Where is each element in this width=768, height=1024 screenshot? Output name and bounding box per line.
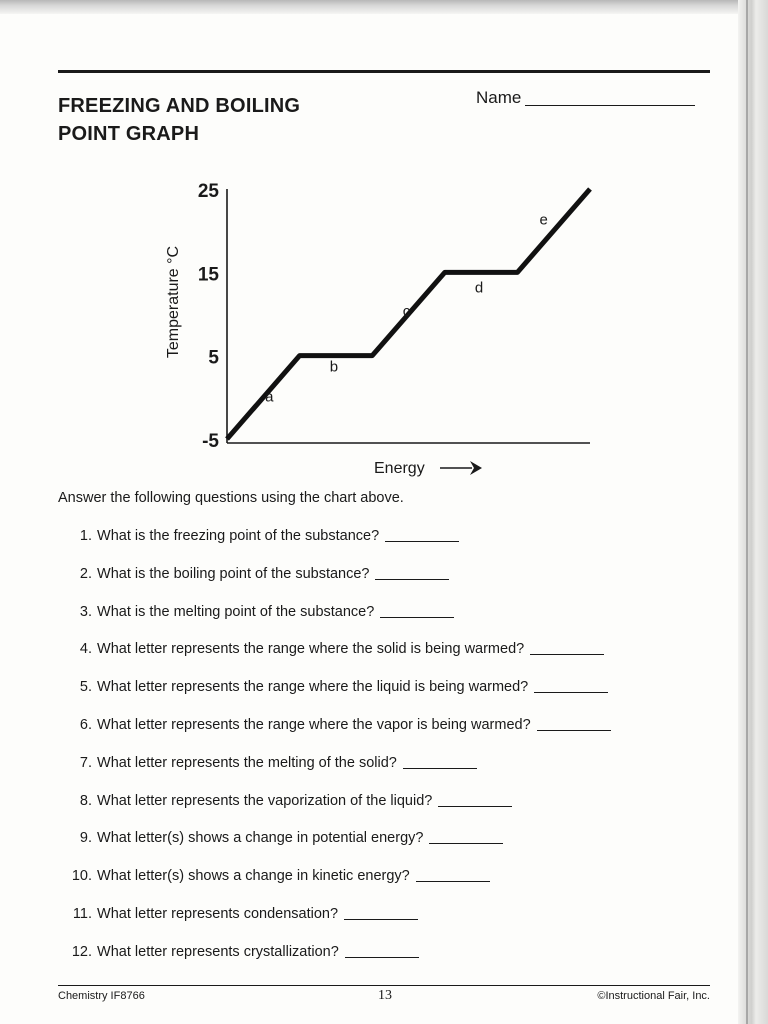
y-axis-label: Temperature °C <box>165 245 182 359</box>
answer-blank[interactable] <box>345 957 419 958</box>
answer-blank[interactable] <box>403 768 477 769</box>
x-axis-label: Energy <box>374 460 425 477</box>
answer-blank[interactable] <box>416 881 490 882</box>
instructions: Answer the following questions using the chart above. <box>58 490 404 506</box>
footer-rule <box>58 985 710 986</box>
answer-blank[interactable] <box>344 919 418 920</box>
y-tick-label: 25 <box>197 181 219 202</box>
question-number: 9. <box>79 830 92 847</box>
question-number: 3. <box>79 603 92 620</box>
page-number: 13 <box>378 988 392 1003</box>
question-item <box>56 793 512 809</box>
answer-blank[interactable] <box>380 617 454 618</box>
question-item <box>56 679 608 695</box>
question-number: 6. <box>79 717 92 733</box>
footer-copyright: ©Instructional Fair, Inc. <box>597 990 710 1002</box>
header-rule <box>58 70 710 73</box>
question-text: What letter(s) shows a change in potential energy? <box>97 830 424 847</box>
temperature-energy-chart <box>150 175 610 495</box>
question-text: What letter represents the vaporization of the liquid? <box>97 792 433 809</box>
segment-label: a <box>265 388 274 406</box>
question-number: 7. <box>79 754 92 771</box>
y-tick-label: -5 <box>202 431 219 452</box>
answer-blank[interactable] <box>429 843 503 844</box>
y-tick-label: 5 <box>208 347 219 369</box>
answer-blank[interactable] <box>385 541 459 542</box>
question-item <box>56 944 419 960</box>
question-text: What letter represents crystallization? <box>97 943 339 960</box>
question-text: What letter represents the melting of the solid? <box>97 754 397 771</box>
question-item <box>56 604 454 620</box>
footer-course: Chemistry IF8766 <box>58 990 145 1002</box>
question-item <box>56 830 503 846</box>
question-text: What letter(s) shows a change in kinetic energy? <box>97 868 410 885</box>
answer-blank[interactable] <box>534 692 608 693</box>
question-number: 10. <box>71 868 92 885</box>
answer-blank[interactable] <box>537 730 611 731</box>
answer-blank[interactable] <box>375 579 449 580</box>
question-item <box>56 641 604 657</box>
segment-label: e <box>539 211 548 229</box>
question-text: What letter represents the range where the solid is being warmed? <box>97 641 525 658</box>
name-blank[interactable] <box>525 105 695 106</box>
question-item <box>56 755 477 771</box>
title-line-2: POINT GRAPH <box>58 123 200 145</box>
question-number: 11. <box>72 906 92 922</box>
title-line-1: FREEZING AND BOILING <box>58 95 301 117</box>
question-number: 2. <box>79 565 92 582</box>
question-text: What letter represents the range where the liquid is being warmed? <box>97 679 529 696</box>
question-number: 1. <box>79 528 92 544</box>
question-text: What is the melting point of the substance? <box>97 603 375 620</box>
question-item <box>56 566 449 582</box>
question-item <box>56 868 490 884</box>
scan-edge-top <box>0 0 768 14</box>
answer-blank[interactable] <box>438 806 512 807</box>
name-label: Name <box>476 88 522 107</box>
question-number: 4. <box>79 641 92 658</box>
question-text: What is the freezing point of the substance? <box>97 528 380 544</box>
name-field <box>476 88 695 108</box>
segment-label: c <box>402 303 411 320</box>
question-number: 5. <box>79 679 92 696</box>
scan-edge-line <box>746 0 748 1024</box>
segment-label: b <box>329 358 339 376</box>
worksheet-title <box>58 92 300 148</box>
question-text: What is the boiling point of the substance? <box>97 565 370 582</box>
question-item <box>56 528 459 544</box>
question-number: 12. <box>71 943 92 960</box>
scan-edge-right <box>738 0 768 1024</box>
y-tick-label: 15 <box>197 264 219 286</box>
question-text: What letter represents the range where the vapor is being warmed? <box>97 717 531 733</box>
question-number: 8. <box>79 792 92 809</box>
question-item <box>56 906 418 922</box>
question-item <box>56 717 611 733</box>
segment-label: d <box>474 279 484 297</box>
answer-blank[interactable] <box>530 654 604 655</box>
question-text: What letter represents condensation? <box>97 906 339 922</box>
x-axis-arrow <box>440 461 482 475</box>
